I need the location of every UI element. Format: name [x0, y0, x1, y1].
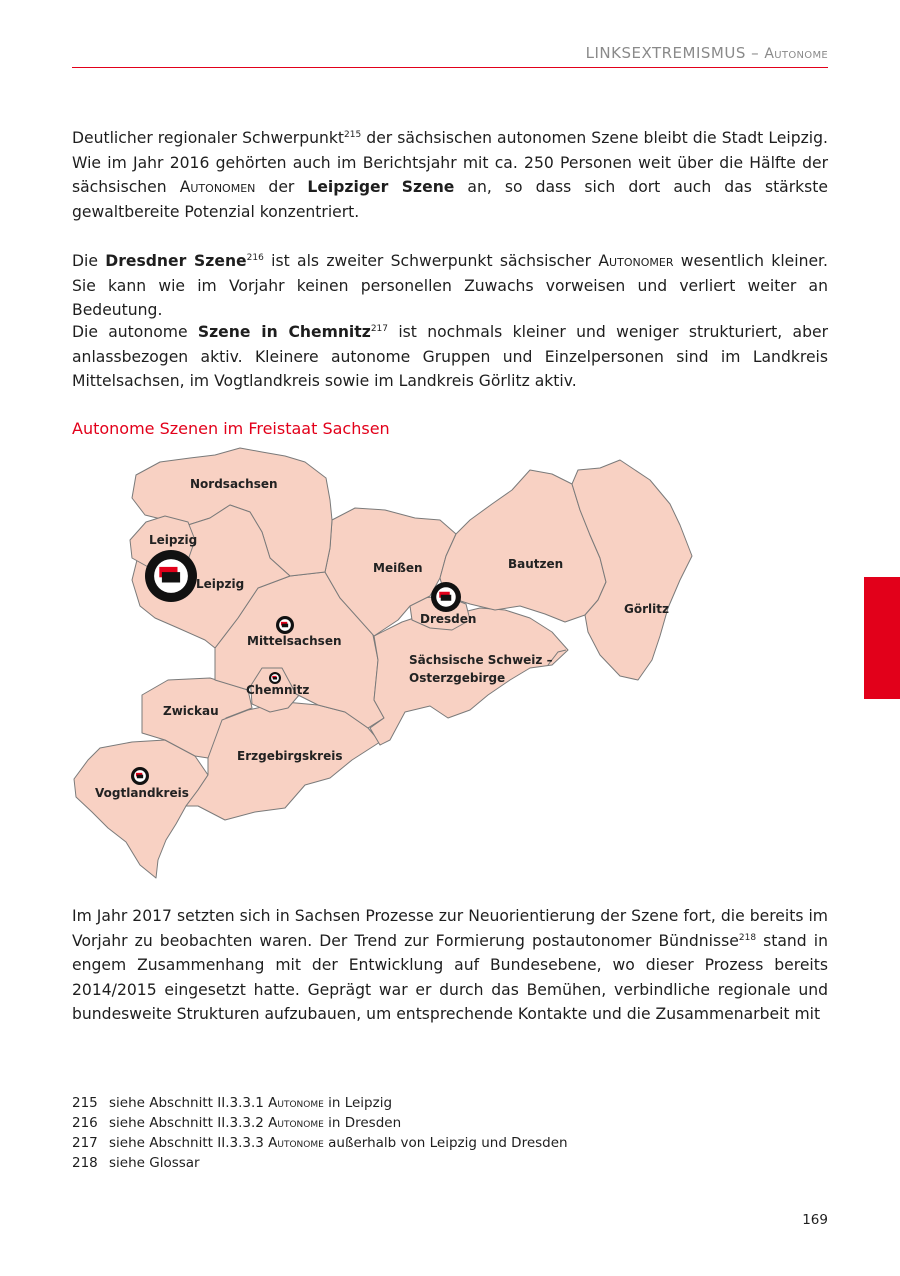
label-dresden: Dresden: [420, 612, 477, 626]
text: Deutlicher regionaler Schwerpunkt: [72, 129, 345, 147]
footnote: [72, 1113, 828, 1133]
header-rule: [72, 67, 828, 68]
footnote-term: Autonome: [268, 1115, 324, 1131]
footnote-text: siehe Glossar: [109, 1155, 200, 1171]
header-subsection: Autonome: [764, 46, 828, 62]
footnote-number: 217: [72, 1135, 98, 1151]
antifa-logo-vogtlandkreis: [131, 767, 149, 785]
label-bautzen: Bautzen: [508, 557, 564, 571]
text: Die: [72, 252, 106, 270]
paragraph-chemnitz: [72, 320, 828, 394]
footnote-term: Autonome: [268, 1135, 324, 1151]
label-vogtlandkreis: Vogtlandkreis: [95, 786, 189, 800]
emphasis: Dresdner Szene: [105, 252, 247, 270]
header-dash: –: [751, 44, 760, 62]
antifa-logo-leipzig: [145, 550, 197, 602]
label-erzgebirgskreis: Erzgebirgskreis: [237, 749, 343, 763]
chapter-tab[interactable]: [864, 577, 900, 699]
footnotes: [72, 1093, 828, 1173]
label-mittelsachsen: Mittelsachsen: [247, 634, 342, 648]
footnote-number: 216: [72, 1115, 98, 1131]
text: wesentlich kleiner. Sie kann wie im Vorjahr keinen personellen Zuwachs vorweisen und verliert weiter an Bedeutung.: [72, 252, 828, 319]
footnote-number: 218: [72, 1155, 98, 1171]
term: Autonomer: [598, 252, 674, 270]
footnote: [72, 1133, 828, 1153]
saxony-map: [60, 440, 720, 890]
footnote: [72, 1153, 828, 1173]
header-section: LINKSEXTREMISMUS: [585, 44, 746, 62]
footnote-ref-215[interactable]: 215: [344, 129, 362, 140]
footnote-text: siehe Abschnitt II.3.3.3: [109, 1135, 269, 1151]
footnote-ref-218[interactable]: 218: [738, 932, 757, 943]
label-saechsische-schweiz-line2: Osterzgebirge: [409, 671, 506, 685]
text: ist nochmals kleiner und weniger strukturiert, aber anlassbezogen aktiv. Kleinere autonome Gruppen und Einzelpersonen sind im Landkreis Mittelsachsen, im Vogtlandkreis sowie im Landkreis Görlitz aktiv.: [72, 323, 829, 390]
label-meissen: Meißen: [373, 561, 423, 575]
footnote-text: in Dresden: [323, 1115, 402, 1131]
label-chemnitz: Chemnitz: [246, 683, 310, 697]
antifa-logo-dresden: [431, 582, 461, 612]
footnote-text: in Leipzig: [323, 1095, 393, 1111]
footnote-text: außerhalb von Leipzig und Dresden: [323, 1135, 568, 1151]
text: ist als zweiter Schwerpunkt sächsischer: [263, 252, 599, 270]
page-number: 169: [802, 1212, 828, 1228]
footnote-ref-217[interactable]: 217: [370, 323, 388, 334]
label-goerlitz: Görlitz: [624, 602, 669, 616]
paragraph-leipzig: [72, 126, 828, 224]
emphasis: Leipziger Szene: [307, 178, 455, 196]
text: Im Jahr 2017 setzten sich in Sachsen Prozesse zur Neuorientierung der Szene fort, die bereits im Vorjahr zu beobachten waren. Der Trend zur Formierung postautonomer Bündnisse: [72, 907, 828, 950]
label-saechsische-schweiz-line1: Sächsische Schweiz –: [409, 653, 553, 667]
footnote: [72, 1093, 828, 1113]
term: Autonomen: [179, 178, 256, 196]
label-leipzig-city: Leipzig: [149, 533, 198, 547]
label-zwickau: Zwickau: [163, 704, 219, 718]
paragraph-dresden: [72, 249, 828, 323]
running-header: [72, 44, 828, 62]
label-leipzig-district: Leipzig: [196, 577, 245, 591]
map-title: Autonome Szenen im Freistaat Sachsen: [72, 419, 390, 438]
footnote-text: siehe Abschnitt II.3.3.2: [109, 1115, 269, 1131]
footnote-text: siehe Abschnitt II.3.3.1: [109, 1095, 269, 1111]
text: Die autonome: [72, 323, 198, 341]
region-vogtlandkreis[interactable]: [74, 740, 208, 878]
label-nordsachsen: Nordsachsen: [190, 477, 278, 491]
footnote-ref-216[interactable]: 216: [246, 252, 264, 263]
paragraph-neuorientierung: [72, 904, 828, 1027]
footnote-term: Autonome: [268, 1095, 324, 1111]
text: der sächsischen autonomen Szene bleibt die Stadt Leipzig. Wie im Jahr 2016 gehörten auch im Berichtsjahr mit ca. 250 Personen weit über die Hälfte der sächsischen: [72, 129, 828, 196]
footnote-number: 215: [72, 1095, 98, 1111]
text: der: [255, 178, 308, 196]
emphasis: Szene in Chemnitz: [197, 323, 371, 341]
antifa-logo-mittelsachsen: [276, 616, 294, 634]
text: an, so dass sich dort auch das stärkste gewaltbereite Potenzial konzentriert.: [72, 178, 829, 221]
text: stand in engem Zusammenhang mit der Entwicklung auf Bundesebene, wo dieser Prozess bereits 2014/2015 eingesetzt hatte. Geprägt war er durch das Bemühen, verbindliche regionale und bundesweite Strukturen aufzubauen, um entsprechende Kontakte und die Zusammenarbeit mit: [72, 931, 828, 1023]
